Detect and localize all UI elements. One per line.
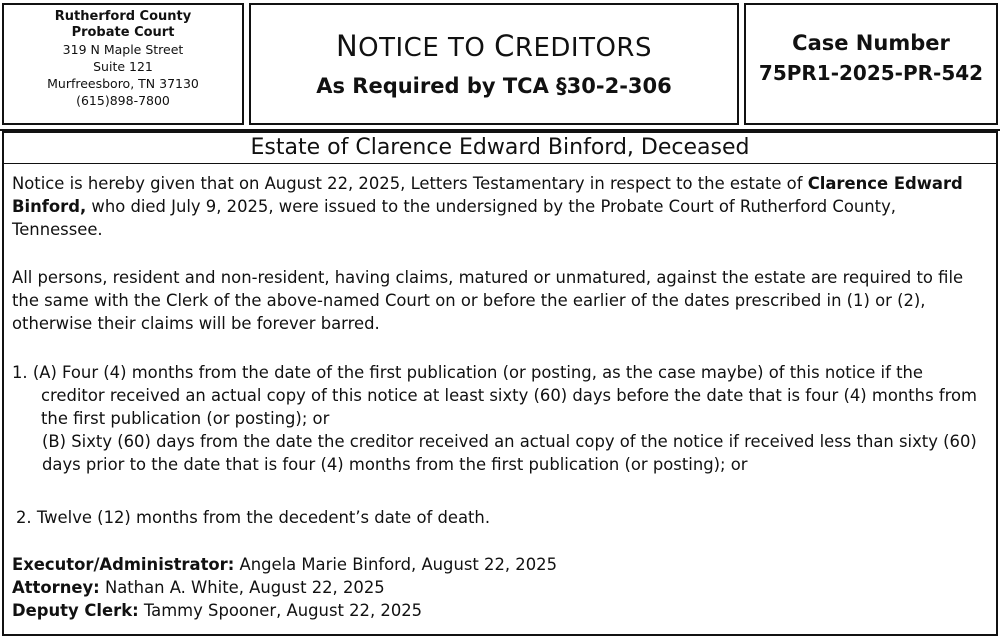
estate-title-divider — [4, 163, 996, 164]
notice-subtitle: As Required by TCA §30-2-306 — [316, 74, 672, 98]
court-info-box — [2, 3, 244, 125]
signature-block — [12, 553, 990, 623]
signature-attorney: Attorney: Nathan A. White, August 22, 2025 — [12, 578, 385, 598]
notice-paragraph-2: All persons, resident and non-resident, having claims, matured or unmatured, against the estate are required to file the same with the Clerk of the above-named Court on or before the earlier of the dates prescribed in (1) or (2), otherwise their claims will be forever barred. — [12, 268, 964, 334]
court-name-line1: Rutherford County — [54, 9, 192, 24]
signature-deputy-clerk: Deputy Clerk: Tammy Spooner, August 22, 2025 — [12, 601, 423, 621]
decedent-name: Clarence Edward Binford, — [12, 174, 963, 217]
court-city: Murfreesboro, TN 37130 — [47, 76, 199, 91]
claim-deadline-item-1b: (B) Sixty (60) days from the date the creditor received an actual copy of the notice if received less than sixty (60) days prior to the date that is four (4) months from the first publication (or posting); or — [42, 432, 977, 475]
notice-paragraph-1: Notice is hereby given that on August 22, 2025, Letters Testamentary in respect to the estate of Clarence Edward Binford, who died July 9, 2025, were issued to the undersigned by the Probate Court of Rutherford County, Tennessee. — [12, 174, 963, 240]
notice-title-box — [249, 3, 739, 125]
claim-deadline-item-2: 2. Twelve (12) months from the decedent’s date of death. — [16, 508, 491, 527]
case-number-box — [744, 3, 998, 125]
claim-deadline-item-1a: 1. (A) Four (4) months from the date of the first publication (or posting, as the case maybe) of this notice if the creditor received an actual copy of this notice at least sixty (60) days before the date that is four (4) months from the first publication (or posting); or — [12, 363, 977, 429]
court-suite: Suite 121 — [93, 59, 153, 74]
signature-executor: Executor/Administrator: Angela Marie Binford, August 22, 2025 — [12, 555, 558, 574]
case-number-value: 75PR1-2025-PR-542 — [758, 61, 984, 85]
court-street: 319 N Maple Street — [62, 42, 184, 57]
notice-body-box — [2, 131, 998, 636]
case-number-label: Case Number — [792, 31, 950, 55]
notice-title: NOTICE TO CREDITORS — [335, 29, 653, 63]
court-phone: (615)898-7800 — [76, 93, 170, 108]
estate-title: Estate of Clarence Edward Binford, Deceased — [250, 135, 750, 160]
court-name-line2: Probate Court — [71, 25, 175, 40]
